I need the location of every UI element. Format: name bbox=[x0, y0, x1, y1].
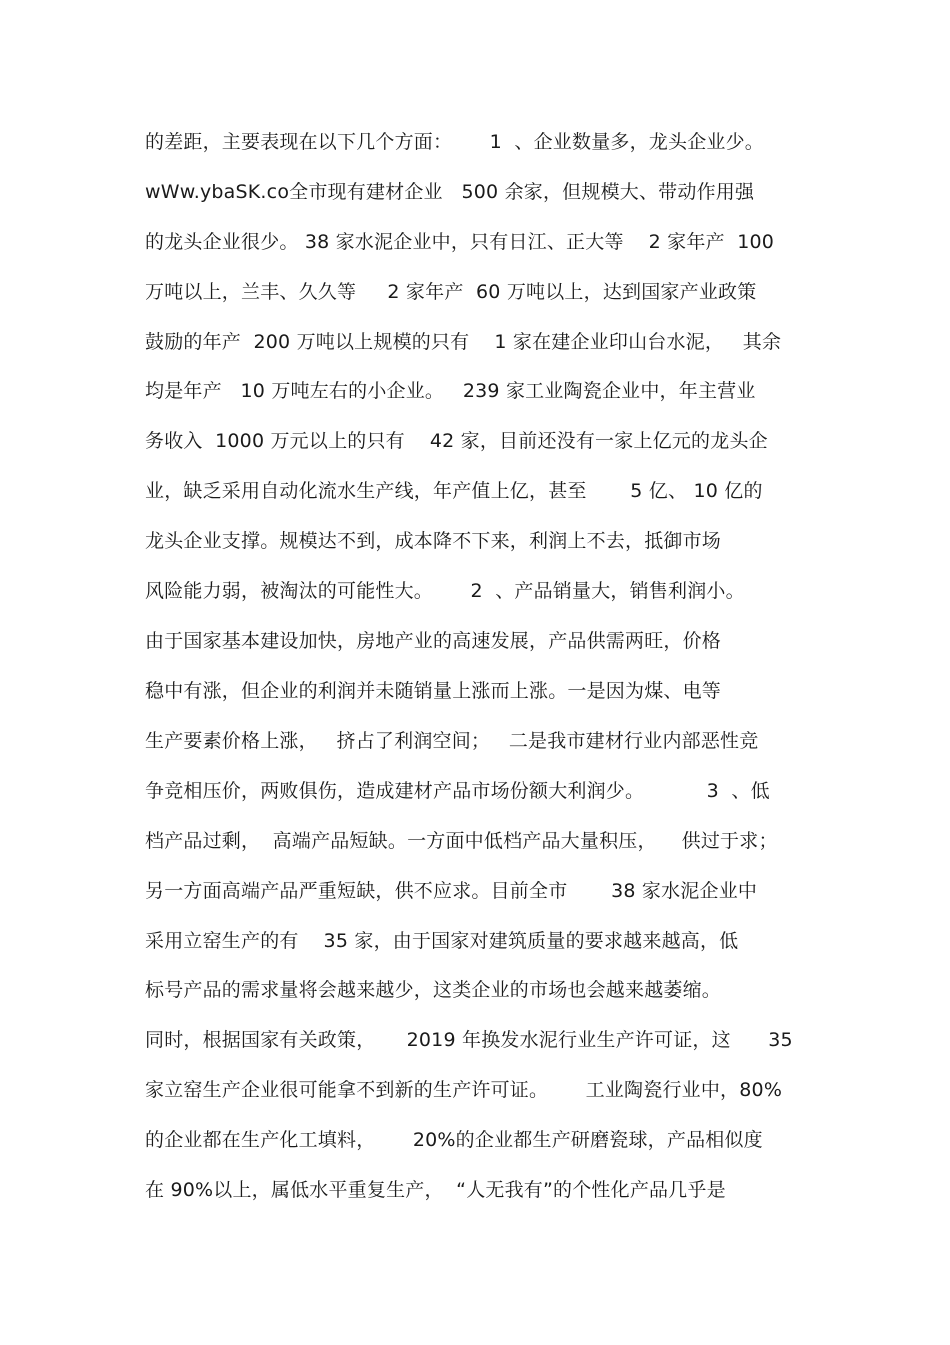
text-line: 由于国家基本建设加快，房地产业的高速发展，产品供需两旺，价格 bbox=[145, 630, 722, 652]
text-line: 档产品过剩， 高端产品短缺。一方面中低档产品大量积压， 供过于求； bbox=[145, 830, 778, 852]
text-line: 的龙头企业很少。 38 家水泥企业中，只有日江、正大等 2 家年产 100 bbox=[145, 231, 775, 253]
text-line: 风险能力弱，被淘汰的可能性大。 2 、产品销量大，销售利润小。 bbox=[145, 580, 745, 602]
text-line: 同时，根据国家有关政策， 2019 年换发水泥行业生产许可证，这 35 bbox=[145, 1029, 793, 1051]
text-line: 另一方面高端产品严重短缺，供不应求。目前全市 38 家水泥企业中 bbox=[145, 880, 758, 902]
text-line: 的企业都在生产化工填料， 20%的企业都生产研磨瓷球，产品相似度 bbox=[145, 1129, 763, 1151]
text-line: 万吨以上，兰丰、久久等 2 家年产 60 万吨以上，达到国家产业政策 bbox=[145, 281, 757, 303]
text-line: 务收入 1000 万元以上的只有 42 家，目前还没有一家上亿元的龙头企 bbox=[145, 430, 768, 452]
text-line: 业，缺乏采用自动化流水生产线，年产值上亿，甚至 5 亿、 10 亿的 bbox=[145, 480, 763, 502]
text-line: 标号产品的需求量将会越来越少，这类企业的市场也会越来越萎缩。 bbox=[145, 979, 722, 1001]
text-line: 生产要素价格上涨， 挤占了利润空间； 二是我市建材行业内部恶性竞 bbox=[145, 730, 759, 752]
text-line: wWw.ybaSK.co全市现有建材企业 500 余家，但规模大、带动作用强 bbox=[145, 181, 755, 203]
text-line: 龙头企业支撑。规模达不到，成本降不下来，利润上不去，抵御市场 bbox=[145, 530, 722, 552]
text-line: 均是年产 10 万吨左右的小企业。 239 家工业陶瓷企业中，年主营业 bbox=[145, 380, 756, 402]
text-line: 争竞相压价，两败俱伤，造成建材产品市场份额大利润少。 3 、低 bbox=[145, 780, 770, 802]
text-line: 采用立窑生产的有 35 家，由于国家对建筑质量的要求越来越高，低 bbox=[145, 930, 739, 952]
text-line: 稳中有涨，但企业的利润并未随销量上涨而上涨。一是因为煤、电等 bbox=[145, 680, 722, 702]
text-line: 家立窑生产企业很可能拿不到新的生产许可证。 工业陶瓷行业中，80% bbox=[145, 1079, 783, 1101]
text-line: 的差距，主要表现在以下几个方面： 1 、企业数量多，龙头企业少。 bbox=[145, 131, 765, 153]
text-line: 鼓励的年产 200 万吨以上规模的只有 1 家在建企业印山台水泥， 其余 bbox=[145, 331, 782, 353]
text-line: 在 90%以上，属低水平重复生产， “人无我有”的个性化产品几乎是 bbox=[145, 1179, 726, 1201]
